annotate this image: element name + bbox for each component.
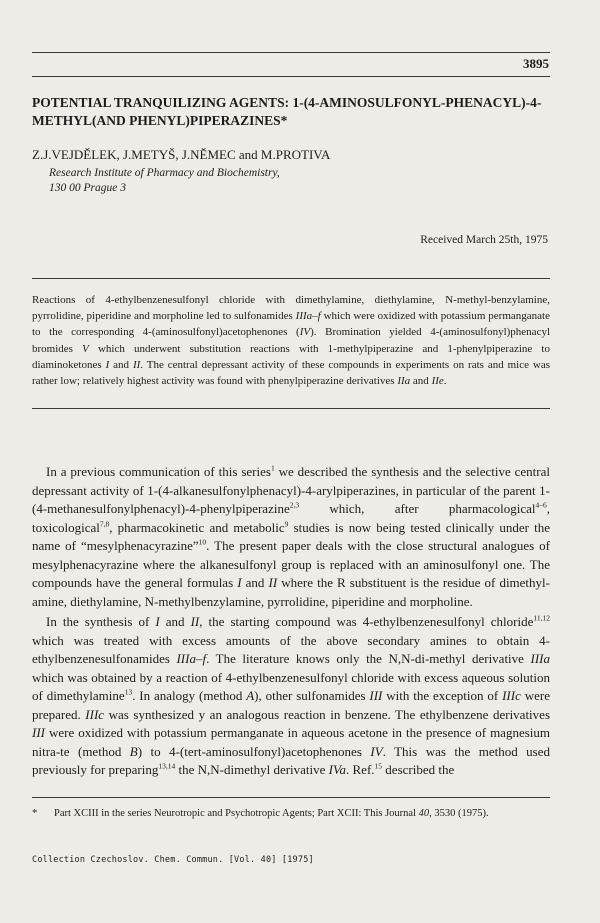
authors: Z.J.VEJDĚLEK, J.METYŠ, J.NĚMEC and M.PROTIVA [32,147,331,162]
body-text [32,463,550,780]
abstract: Reactions of 4-ethylbenzenesulfonyl chloride with dimethylamine, diethylamine, N-methyl-benzylamine, pyrrolidine, piperidine and morpholine led to sulfonamides IIIa–f which were oxidized with potassium permanganate to the corresponding 4-(aminosulfonyl)acetophenones (IV). Bromination yielded 4-(aminosulfonyl)phenacyl bromides V which underwent substitution reactions with 1-methylpiperazine and 1-phenylpiperazine to diaminoketones I and II. The central depressant activity of these compounds in experiments on rats and mice was rather low; relatively highest activity was found with phenylpiperazine derivatives IIa and IIe. [32,294,551,388]
footnote-mark: * [32,808,38,819]
page-number: 3895 [523,56,549,71]
affiliation [49,166,280,196]
footnote-text: Part XCIII in the series Neurotropic and Psychotropic Agents; Part XCII: This Journal 40, 3530 (1975). [54,808,489,819]
received-date: Received March 25th, 1975 [420,234,548,246]
article-title: POTENTIAL TRANQUILIZING AGENTS: 1-(4-AMINOSULFONYL-PHENACYL)-4-METHYL(AND PHENYL)PIPERAZINES* [32,95,542,128]
paragraph-1: In a previous communication of this series$^1$ we described the synthesis and the selective central depressant activity of 1-(4-alkanesulfonylphenacyl)-4-arylpiperazines, in particular of the parent 1-(4-methanesulfonylphenacyl)-4-phenylpiperazine$^{2,3}$ which, after pharmacological$^{4-6}$, toxicological$^{7,8}$, pharmacokinetic and metabolic$^9$ studies is now being tested clinically under the name of “mesylphenacyrazine”$^{10}$. The present paper deals with the close structural analogues of mesylphenacyrazine where the alkanesulfonyl group is replaced with an aminosulfonyl one. The compounds have the general formulas I and II where the R substituent is the residue of dimethyl-amine, diethylamine, N-methylbenzylamine, pyrrolidine, piperidine and morpholine. [32,463,551,609]
abstract-rule-top [32,278,550,279]
header-rule-top [32,52,550,53]
paragraph-2: In the synthesis of I and II, the starting compound was 4-ethylbenzenesulfonyl chloride$^{11,12}$ which was treated with excess amounts of the above secondary amines to obtain 4-ethylbenzenesulfonamides IIIa–f. The literature knows only the N,N-di-methyl derivative IIIa which was obtained by a reaction of 4-ethylbenzenesulfonyl chloride with excess aqueous solution of dimethylamine$^{13}$. In analogy (method A), other sulfonamides III with the exception of IIIc were prepared. IIIc was synthesized y an analogous reaction in benzene. The ethylbenzene derivatives III were oxidized with potassium permanganate in aqueous acetone in the presence of magnesium nitra-te (method B) to 4-(tert-aminosulfonyl)acetophenones IV. This was the method used previously for preparing$^{13,14}$ the N,N-dimethyl derivative IVa. Ref.$^{15}$ described the [32,613,551,777]
footnote [32,806,550,821]
footnote-rule [32,797,550,798]
journal-citation: Collection Czechoslov. Chem. Commun. [Vol. 40] [1975] [32,855,314,865]
header-rule-bottom [32,76,550,77]
affiliation-line-1: Research Institute of Pharmacy and Biochemistry, [49,167,280,179]
abstract-rule-bottom [32,408,550,409]
affiliation-line-2: 130 00 Prague 3 [49,182,126,194]
